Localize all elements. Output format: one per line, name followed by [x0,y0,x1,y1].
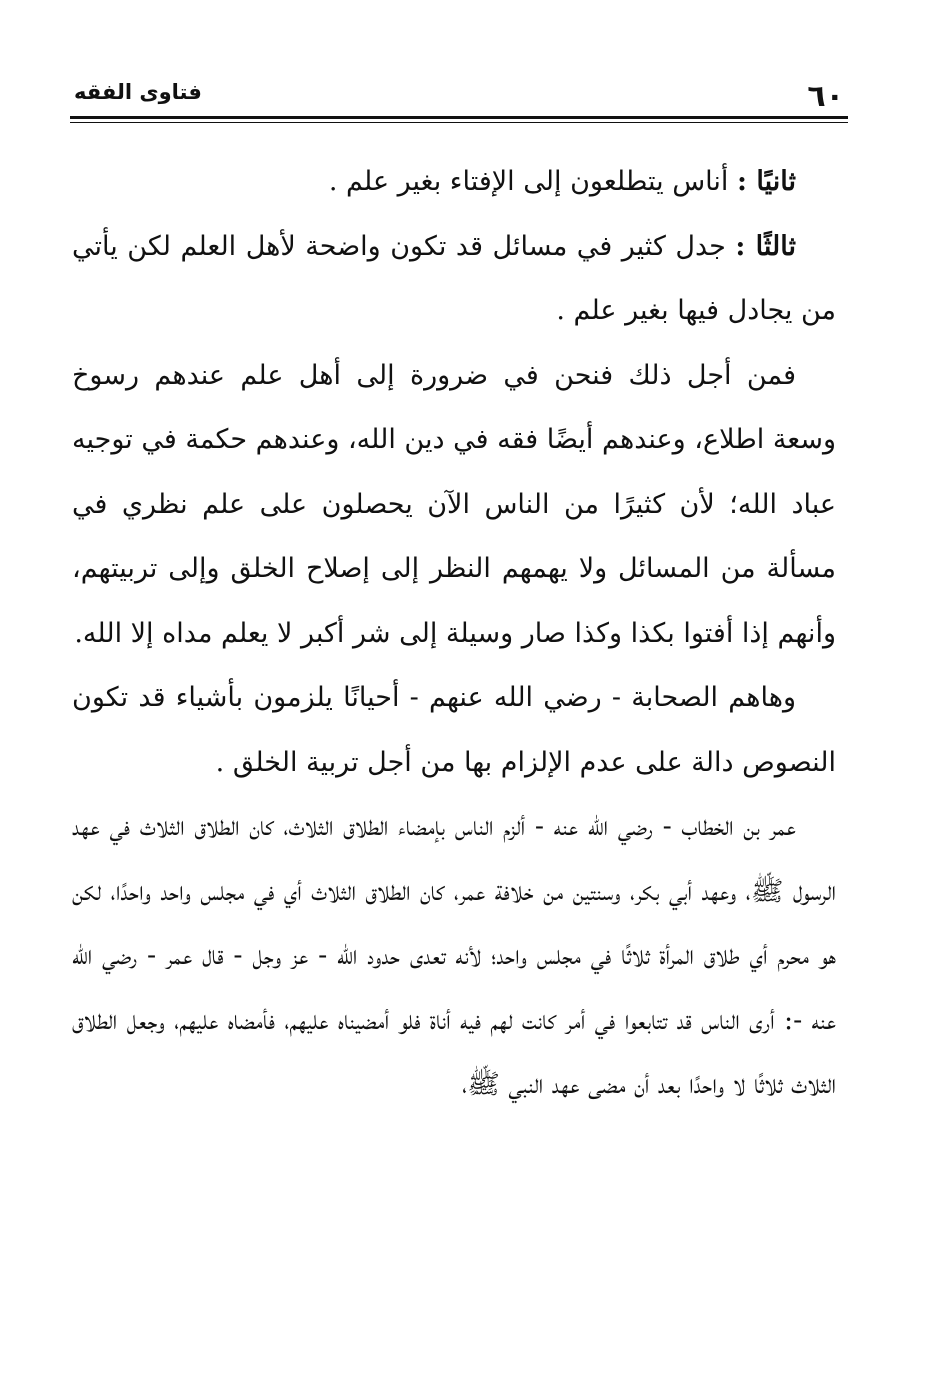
paragraph-lead: ثانيًا : [737,166,796,197]
paragraph-umar: عمر بن الخطاب - رضي الله عنه - ألزم الناس بإمضاء الطلاق الثلاث، كان الطلاق الثلاث في عهد الرسول ﷺ، وعهد أبي بكر، وسنتين من خلافة عمر، كان الطلاق الثلاث أي في مجلس واحد واحدًا، لكن هو محرم أي طلاق المرأة ثلاثًا في مجلس واحد؛ لأنه تعدى حدود الله - عز وجل - قال عمر - رضي الله عنه -: أرى الناس قد تتابعوا في أمر كانت لهم فيه أناة فلو أمضيناه عليهم، فأمضاه عليهم، وجعل الطلاق الثلاث ثلاثًا لا واحدًا بعد أن مضى عهد النبي ﷺ، [72,811,837,1100]
header-rule-thick [70,116,848,119]
paragraph-text: جدل كثير في مسائل قد تكون واضحة لأهل العلم لكن يأتي من يجادل فيها بغير علم . [72,230,836,326]
header-rule-thin [70,122,848,123]
body-text [72,150,836,1118]
paragraph-scholars: فمن أجل ذلك فنحن في ضرورة إلى أهل علم عندهم رسوخ وسعة اطلاع، وعندهم أيضًا فقه في دين الله، وعندهم حكمة في توجيه عباد الله؛ لأن كثيرًا من الناس الآن يحصلون على علم نظري في مسألة من المسائل ولا يهمهم النظر إلى إصلاح الخلق وإلى تربيتهم، وأنهم إذا أفتوا بكذا وكذا صار وسيلة إلى شر أكبر لا يعلم مداه إلا الله. [72,359,836,649]
paragraph-companions: وهاهم الصحابة - رضي الله عنهم - أحيانًا يلزمون بأشياء قد تكون النصوص دالة على عدم الإلزام بها من أجل تربية الخلق . [72,682,836,778]
paragraph-second [72,150,836,215]
paragraph-text: أناس يتطلعون إلى الإفتاء بغير علم . [328,166,737,197]
page-header [70,78,848,112]
page-number: ٦٠ [807,79,844,114]
running-title: فتاوى الفقه [74,80,202,104]
paragraph-third [72,215,836,344]
paragraph-lead: ثالثًا : [735,230,796,262]
